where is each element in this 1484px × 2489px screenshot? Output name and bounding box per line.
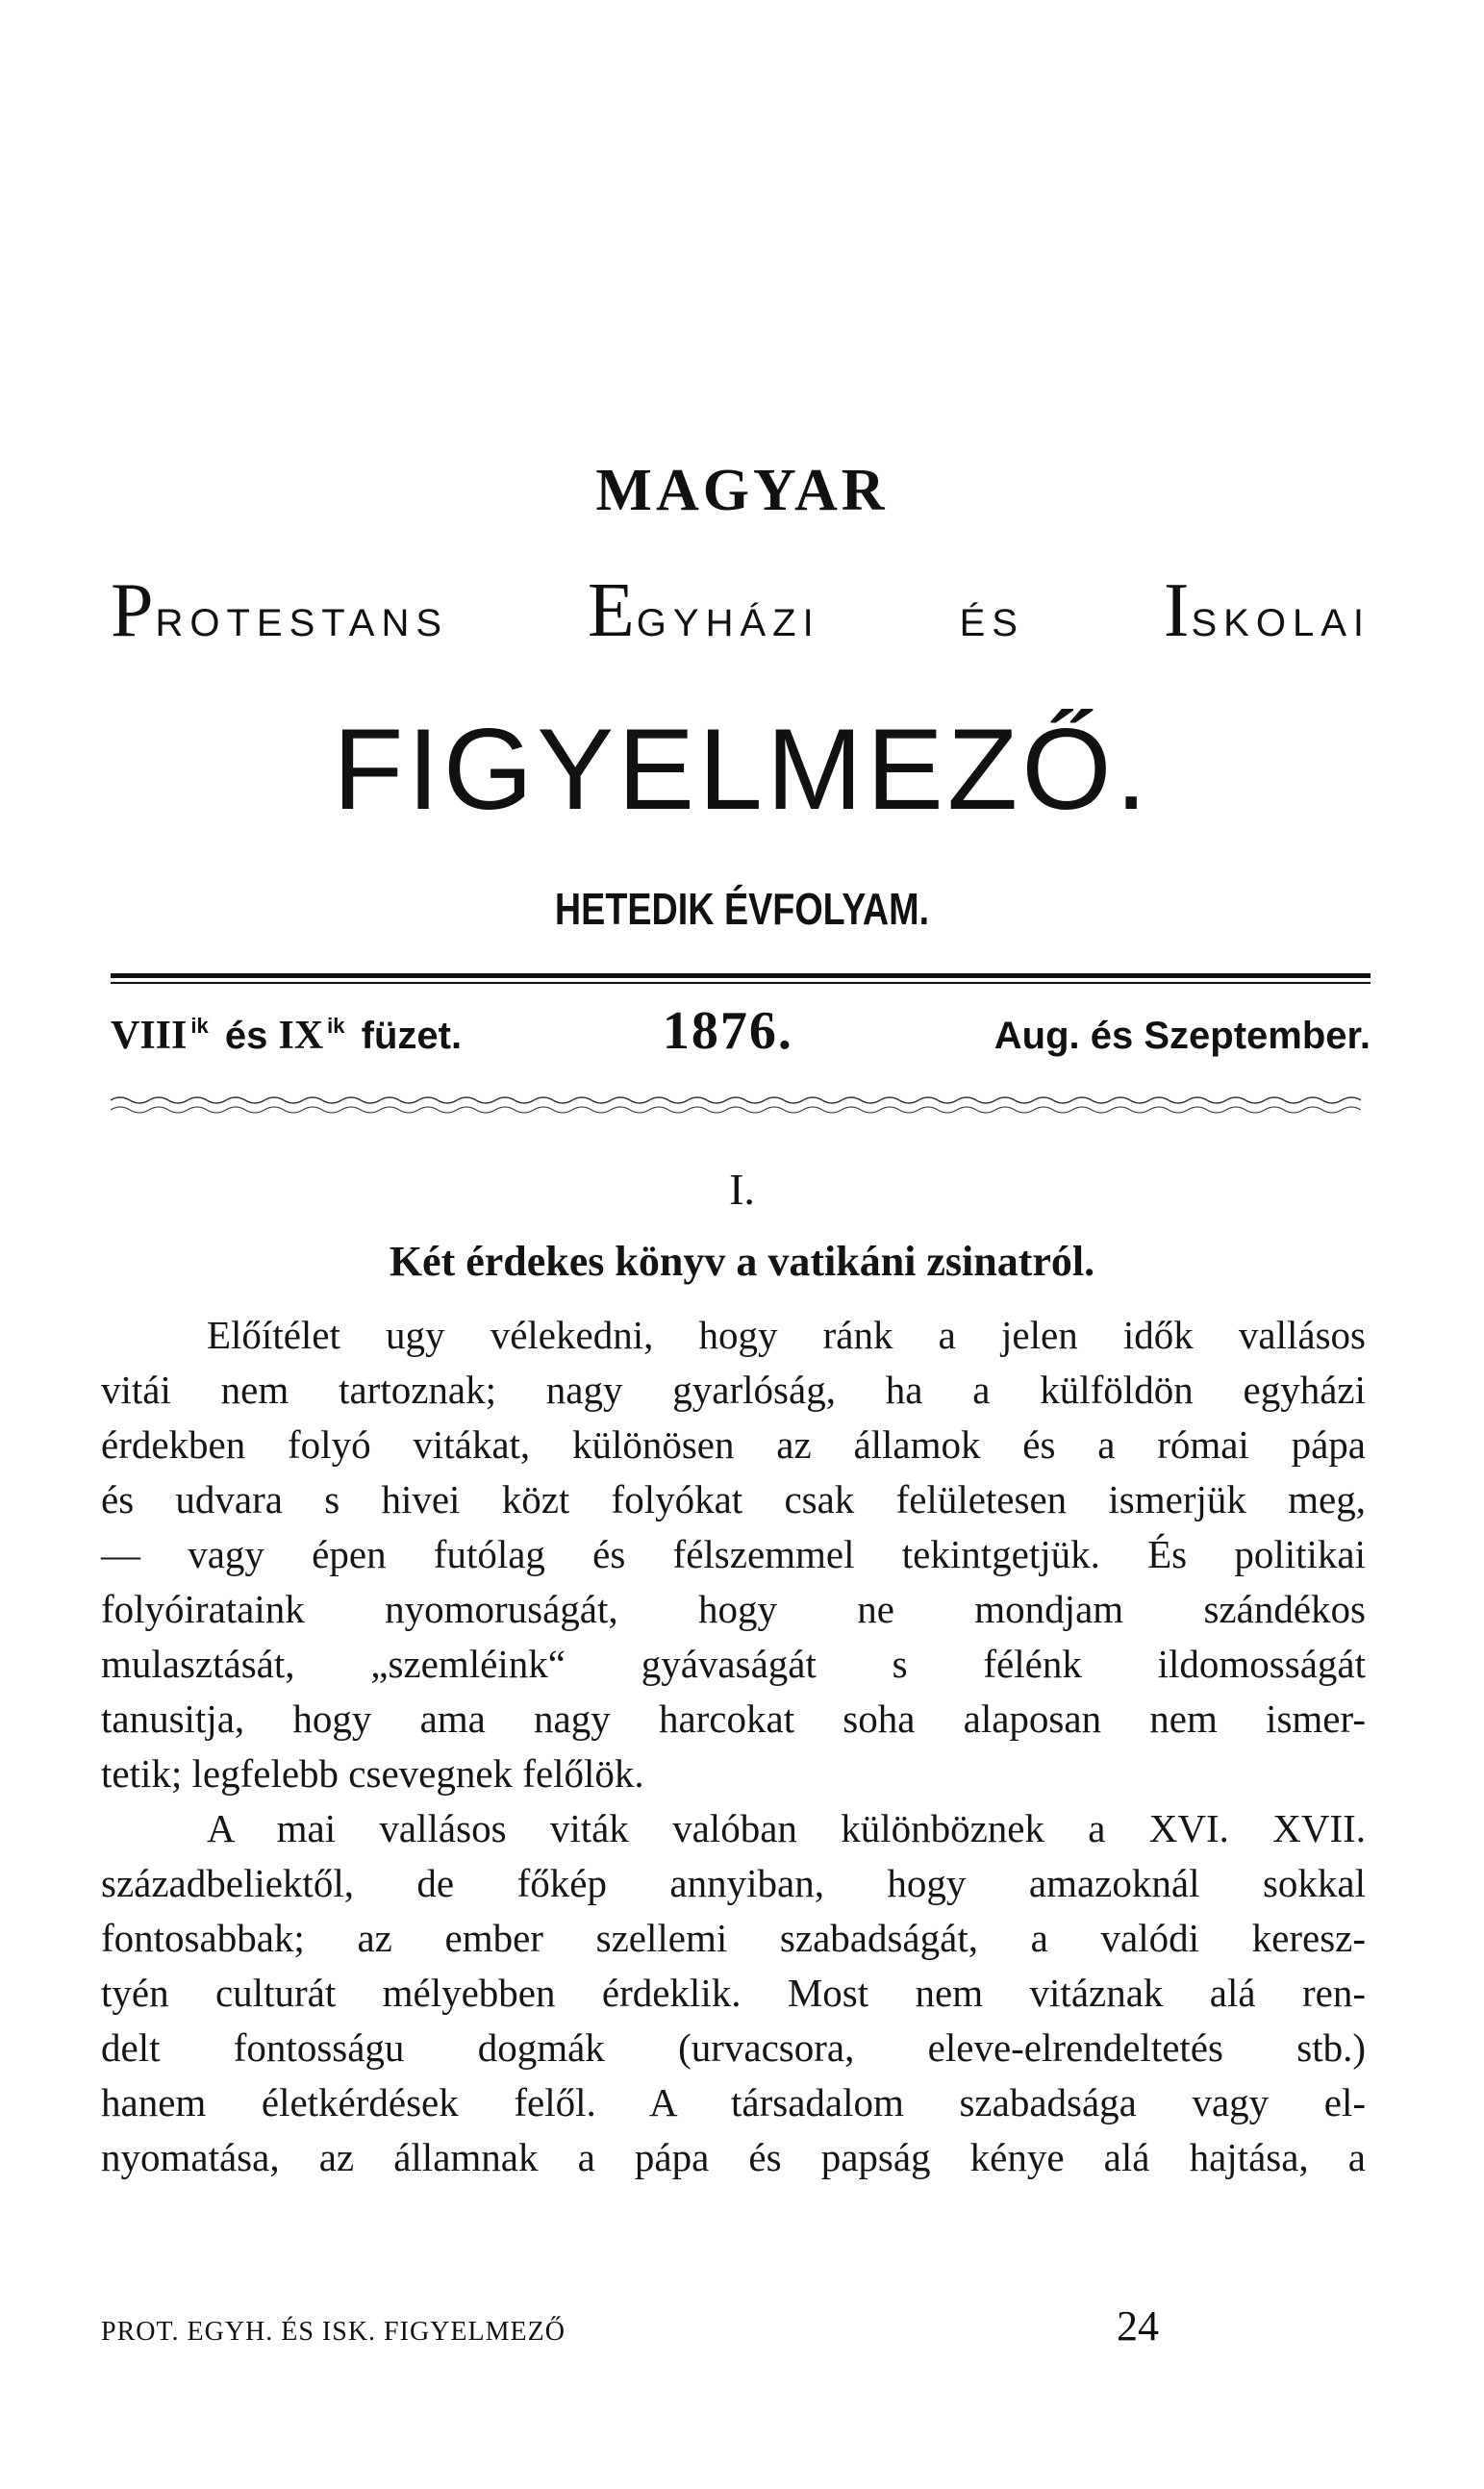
body-line: — vagy épen futólag és félszemmel tekintgetjük. És politikai [101, 1532, 1366, 1576]
body-line: nyomatása, az államnak a pápa és papság kénye alá hajtása, a [101, 2135, 1366, 2179]
body-line: és udvara s hivei közt folyókat csak felületesen ismerjük meg, [101, 1477, 1366, 1521]
article-body [101, 1308, 1366, 2185]
subtitle-word-es: ÉS [959, 602, 1024, 644]
issue-numbers: VIII $^{ik}$ és IX $^{ik}$ füzet. [111, 1014, 463, 1058]
masthead-subtitle [111, 567, 1371, 655]
masthead-magyar: MAGYAR [595, 458, 889, 523]
subtitle-word-protestans: PROTESTANS [111, 568, 449, 653]
body-line: vitái nem tartoznak; nagy gyarlóság, ha a külföldön egyházi [101, 1368, 1366, 1412]
article-number: I. [729, 1165, 755, 1214]
subtitle-word-egyhazi: EGYHÁZI [587, 568, 820, 653]
body-line: Előítélet ugy vélekedni, hogy ránk a jelen idők vallásos [207, 1313, 1366, 1357]
wavy-rule [111, 1094, 1371, 1118]
body-line: A mai vallásos viták valóban különböznek a XVI. XVII. [207, 1806, 1366, 1850]
body-line: hanem életkérdések felől. A társadalom szabadsága vagy el- [101, 2080, 1366, 2124]
masthead-title: FIGYELMEZŐ. [333, 705, 1151, 834]
signature-number: 24 [1117, 2302, 1159, 2350]
page-footer [101, 2301, 1159, 2351]
subtitle-word-iskolai: ISKOLAI [1163, 568, 1371, 653]
body-line: érdekben folyó vitákat, különösen az államok és a római pápa [101, 1422, 1366, 1467]
divider-thin [111, 982, 1371, 984]
body-line: tanusitja, hogy ama nagy harcokat soha alaposan nem ismer- [101, 1697, 1366, 1741]
footer-label: PROT. EGYH. ÉS ISK. FIGYELMEZŐ [101, 2317, 566, 2347]
issue-year: 1876. [662, 1001, 793, 1061]
body-line: folyóirataink nyomoruságát, hogy ne mondjam szándékos [101, 1587, 1366, 1631]
body-line: fontosabbak; az ember szellemi szabadságát, a valódi keresz- [101, 1916, 1366, 1960]
body-line: tetik; legfelebb csevegnek felőlök. [101, 1751, 644, 1796]
body-line: tyén culturát mélyebben érdeklik. Most nem vitáznak alá ren- [101, 1971, 1366, 2015]
body-line: századbeliektől, de főkép annyiban, hogy amazoknál sokkal [101, 1861, 1366, 1905]
issue-line [111, 1000, 1371, 1062]
divider-thick [111, 973, 1371, 978]
body-line: delt fontosságu dogmák (urvacsora, eleve-elrendeltetés stb.) [101, 2025, 1366, 2070]
volume-label: HETEDIK ÉVFOLYAM. [554, 884, 930, 934]
article-title: Két érdekes könyv a vatikáni zsinatról. [389, 1238, 1095, 1285]
issue-months: Aug. és Szeptember. [994, 1015, 1371, 1057]
body-line: mulasztását, „szemléink“ gyávaságát s félénk ildomosságát [101, 1642, 1366, 1686]
